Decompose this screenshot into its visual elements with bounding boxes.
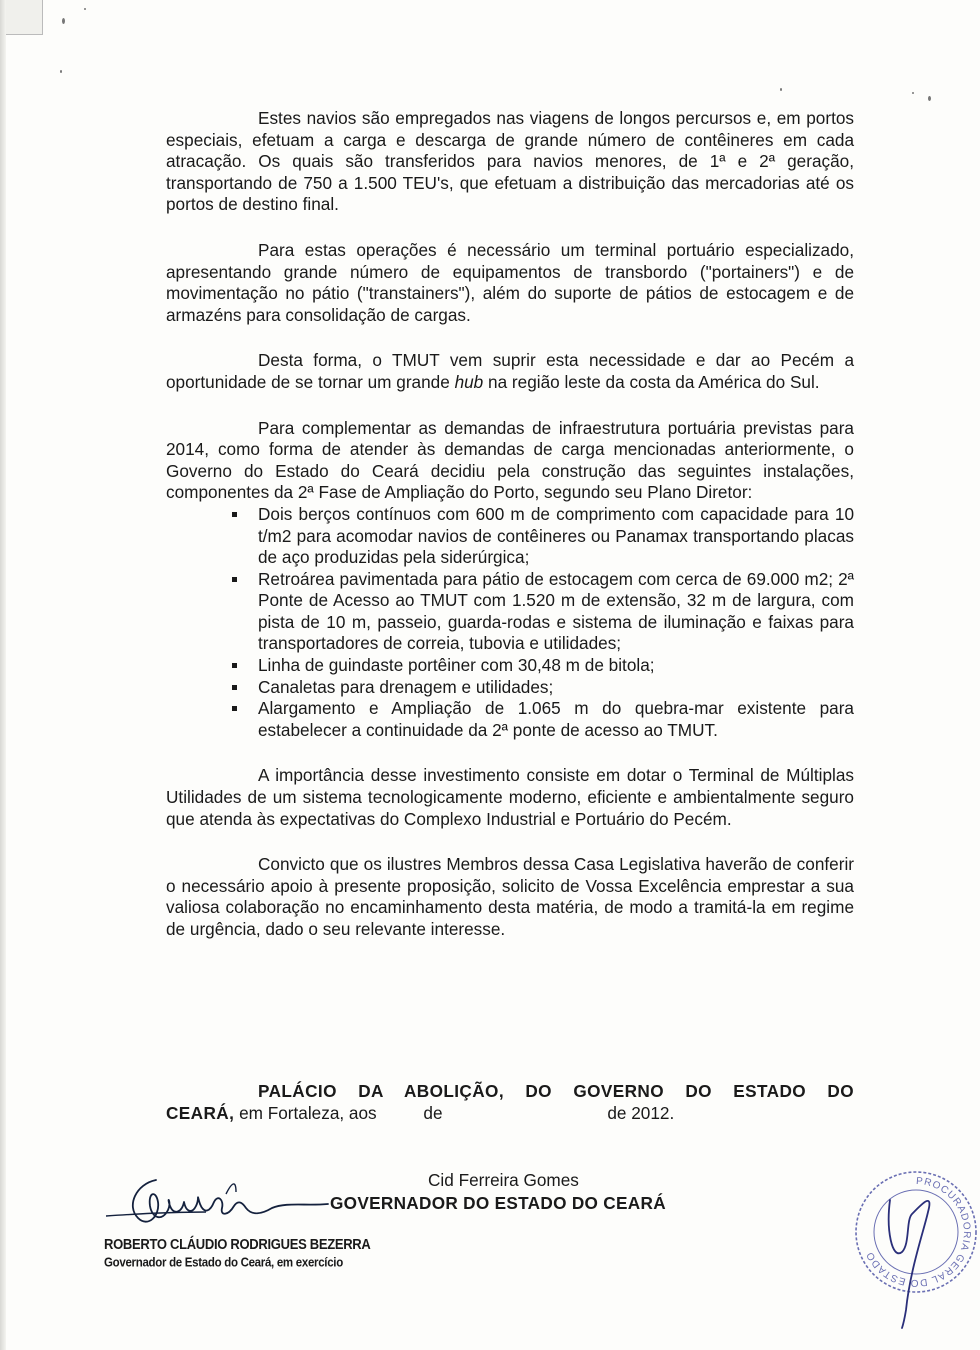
scan-speck [912, 92, 914, 94]
state-name: CEARÁ, [166, 1103, 235, 1123]
paragraph-terminal: Para estas operações é necessário um terminal portuário especializado, apresentando grande número de equipamentos de transbordo ("portainers") e de movimentação no pátio ("transtainers"), além do suporte de pátios de estocagem e de armazéns para consolidação de cargas. [166, 239, 854, 325]
scan-speck [780, 88, 782, 91]
scan-speck [928, 96, 931, 101]
paragraph-importance: A importância desse investimento consiste em dotar o Terminal de Múltiplas Utilidades de um sistema tecnologicamente moderno, eficiente e ambientalmente seguro que atenda às expectativas do Complexo Industrial e Portuário do Pecém. [166, 765, 854, 829]
list-item: Alargamento e Ampliação de 1.065 m do quebra-mar existente para estabelecer a continuidade da 2ª ponte de acesso ao TMUT. [258, 698, 854, 740]
paragraph-request: Convicto que os ilustres Membros dessa Casa Legislativa haverão de conferir o necessário apoio à presente proposição, solicito de Vossa Excelência emprestar a sua valiosa colaboração no encaminhamento desta matéria, de modo a tramitá-la em regime de urgência, dado o seu relevante interesse. [166, 854, 854, 939]
closing-line-1 [166, 1080, 854, 1102]
palace-heading: PALÁCIO DA ABOLIÇÃO, DO GOVERNO DO ESTADO DO [258, 1081, 854, 1101]
scan-speck [84, 8, 86, 10]
signer-role: Governador de Estado do Ceará, em exercício [104, 1256, 343, 1270]
city-text: em Fortaleza, aos [239, 1103, 377, 1123]
procuradoria-stamp [846, 1160, 980, 1330]
paragraph-infrastructure: Para complementar as demandas de infraestrutura portuária previstas para 2014, como forma de atender às demandas de carga mencionadas anteriormente, o Governo do Estado do Ceará decidiu pela construção das seguintes instalações, componentes da 2ª Fase de Ampliação do Porto, segundo seu Plano Diretor: [166, 417, 854, 503]
paragraph-tmut-start: Desta forma, o TMUT vem suprir esta necessidade e dar ao Pecém a oportunidade de se tornar um grande [166, 350, 854, 392]
list-item: Canaletas para drenagem e utilidades; [258, 677, 854, 699]
page-edge [0, 0, 6, 1350]
page-corner-tab [6, 0, 43, 35]
letter-body [166, 108, 854, 965]
installations-list [166, 504, 854, 742]
scan-speck [60, 70, 62, 73]
hub-term: hub [454, 371, 484, 392]
signature-image [96, 1172, 336, 1242]
paragraph-tmut [166, 350, 854, 393]
day-separator: de [423, 1103, 443, 1123]
svg-text:PROCURADORIA GERAL DO ESTADO [864, 1176, 972, 1288]
signer-name: ROBERTO CLÁUDIO RODRIGUES BEZERRA [104, 1235, 371, 1253]
paragraph-ships: Estes navios são empregados nas viagens de longos percursos e, em portos especiais, efetuam a carga e descarga de grande número de contêineres em cada atracação. Os quais são transferidos para navios menores, de 1ª e 2ª geração, transportando de 750 a 1.500 TEU's, que efetuam a distribuição das mercadorias até os portos de destino final. [166, 108, 854, 215]
year-text: de 2012. [607, 1103, 675, 1123]
list-item: Linha de guindaste portêiner com 30,48 m de bitola; [258, 655, 854, 677]
scan-speck [62, 18, 65, 24]
governor-title: GOVERNADOR DO ESTADO DO CEARÁ [330, 1193, 666, 1213]
closing-block [166, 1080, 854, 1124]
paragraph-tmut-end: na região leste da costa da América do Sul. [483, 371, 820, 392]
stamp-text: PROCURADORIA GERAL DO ESTADO [864, 1175, 973, 1289]
list-item: Retroárea pavimentada para pátio de estocagem com cerca de 69.000 m2; 2ª Ponte de Acesso ao TMUT com 1.520 m de extensão, 32 m de largura, com pista de 10 m, passeio, guarda-rodas e sistema de iluminação e faixas para transportadores de correia, tubovia e utilidades; [258, 568, 854, 654]
governor-name: Cid Ferreira Gomes [428, 1170, 579, 1190]
list-item: Dois berços contínuos com 600 m de comprimento com capacidade para 10 t/m2 para acomodar navios de contêineres ou Panamax transportando placas de aço produzidas pela siderúrgica; [258, 503, 854, 568]
date-line [166, 1102, 854, 1124]
